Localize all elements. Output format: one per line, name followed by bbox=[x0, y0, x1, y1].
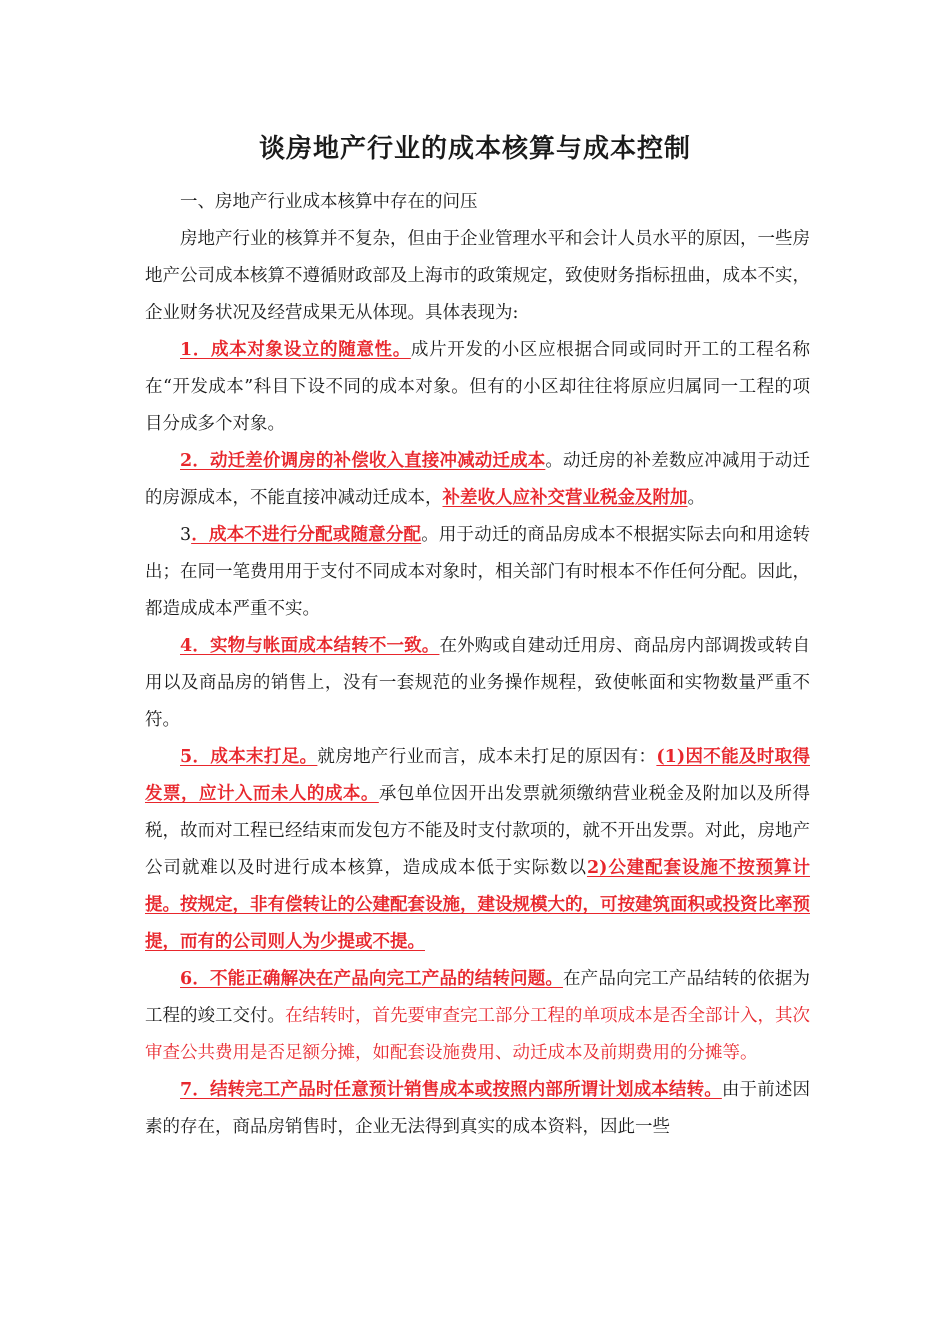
item-5-paragraph bbox=[145, 739, 810, 961]
item-7-text: 由于前述因素的存在，商品房销售时，企业无法得到真实的成本资料，因此一些 bbox=[145, 1080, 810, 1137]
item-3-heading: ．成本不进行分配或随意分配 bbox=[191, 525, 422, 545]
item-2-paragraph bbox=[145, 443, 810, 517]
item-3-paragraph bbox=[145, 517, 810, 628]
item-5-text-2: 承包单位因开出发票就须缴纳营业税金及附加以及所得税，故而对工程已经结束而发包方不能及时支付款项的，就不开出发票。对此，房地产公司就难以及时进行成本核算，造成成本低于实际数以 bbox=[145, 784, 811, 878]
item-2-heading: 2．动迁差价调房的补偿收入直接冲减动迁成本 bbox=[180, 451, 546, 471]
intro-paragraph: 房地产行业的核算并不复杂，但由于企业管理水平和会计人员水平的原因，一些房地产公司成本核算不遵循财政部及上海市的政策规定，致使财务指标扭曲，成本不实，企业财务状况及经营成果无从体现。具体表现为: bbox=[145, 229, 810, 323]
item-6-text: 在产品向完工产品结转的依据为工程的竣工交付。 bbox=[145, 969, 810, 1026]
item-5-text: 就房地产行业而言，成本未打足的原因有： bbox=[317, 747, 657, 767]
item-1-heading: 1．成本对象设立的随意性。 bbox=[180, 340, 411, 360]
item-2-highlight: 补差收人应补交营业税金及附加 bbox=[442, 488, 688, 508]
item-5-reason-2: 2)公建配套设施不按预算计提。按规定，非有偿转让的公建配套设施，建设规模大的，可按建筑面积或投资比率预提，而有的公司则人为少提或不提。 bbox=[145, 858, 810, 952]
item-5-reason-1: (1)因不能及时取得发票，应计入而未人的成本。 bbox=[145, 747, 810, 804]
item-2-text: 。动迁房的补差数应冲减用于动迁的房源成本，不能直接冲减动迁成本， bbox=[145, 451, 810, 508]
item-4-heading: 4．实物与帐面成本结转不一致。 bbox=[180, 636, 440, 656]
item-6-heading: 6．不能正确解决在产品向完工产品的结转问题。 bbox=[180, 969, 564, 989]
item-2-end: 。 bbox=[687, 488, 705, 508]
page-title: 谈房地产行业的成本核算与成本控制 bbox=[258, 134, 691, 164]
item-3-number: 3 bbox=[180, 525, 192, 545]
section-heading: 一、房地产行业成本核算中存在的问压 bbox=[180, 192, 478, 212]
item-1-text: 成片开发的小区应根据合同或同时开工的工程名称在“开发成本”科目下设不同的成本对象。但有的小区却往往将原应归属同一工程的项目分成多个对象。 bbox=[145, 340, 810, 434]
item-6-highlight: 在结转时，首先要审查完工部分工程的单项成本是否全部计入，其次审查公共费用是否足额分摊，如配套设施费用、动迁成本及前期费用的分摊等。 bbox=[145, 1006, 810, 1063]
item-4-text: 在外购或自建动迁用房、商品房内部调拨或转自用以及商品房的销售上，没有一套规范的业务操作规程，致使帐面和实物数量严重不符。 bbox=[145, 636, 810, 730]
item-7-paragraph bbox=[145, 1072, 810, 1146]
document-body bbox=[145, 184, 810, 1146]
item-5-heading: 5．成本末打足。 bbox=[180, 747, 318, 767]
item-1-paragraph bbox=[145, 332, 810, 443]
item-3-text: 。用于动迁的商品房成本不根据实际去向和用途转出；在同一笔费用用于支付不同成本对象时，相关部门有时根本不作任何分配。因此，都造成成本严重不实。 bbox=[145, 525, 811, 619]
item-4-paragraph bbox=[145, 628, 810, 739]
item-6-paragraph bbox=[145, 961, 810, 1072]
item-7-heading: 7．结转完工产品时任意预计销售成本或按照内部所谓计划成本结转。 bbox=[180, 1080, 722, 1100]
